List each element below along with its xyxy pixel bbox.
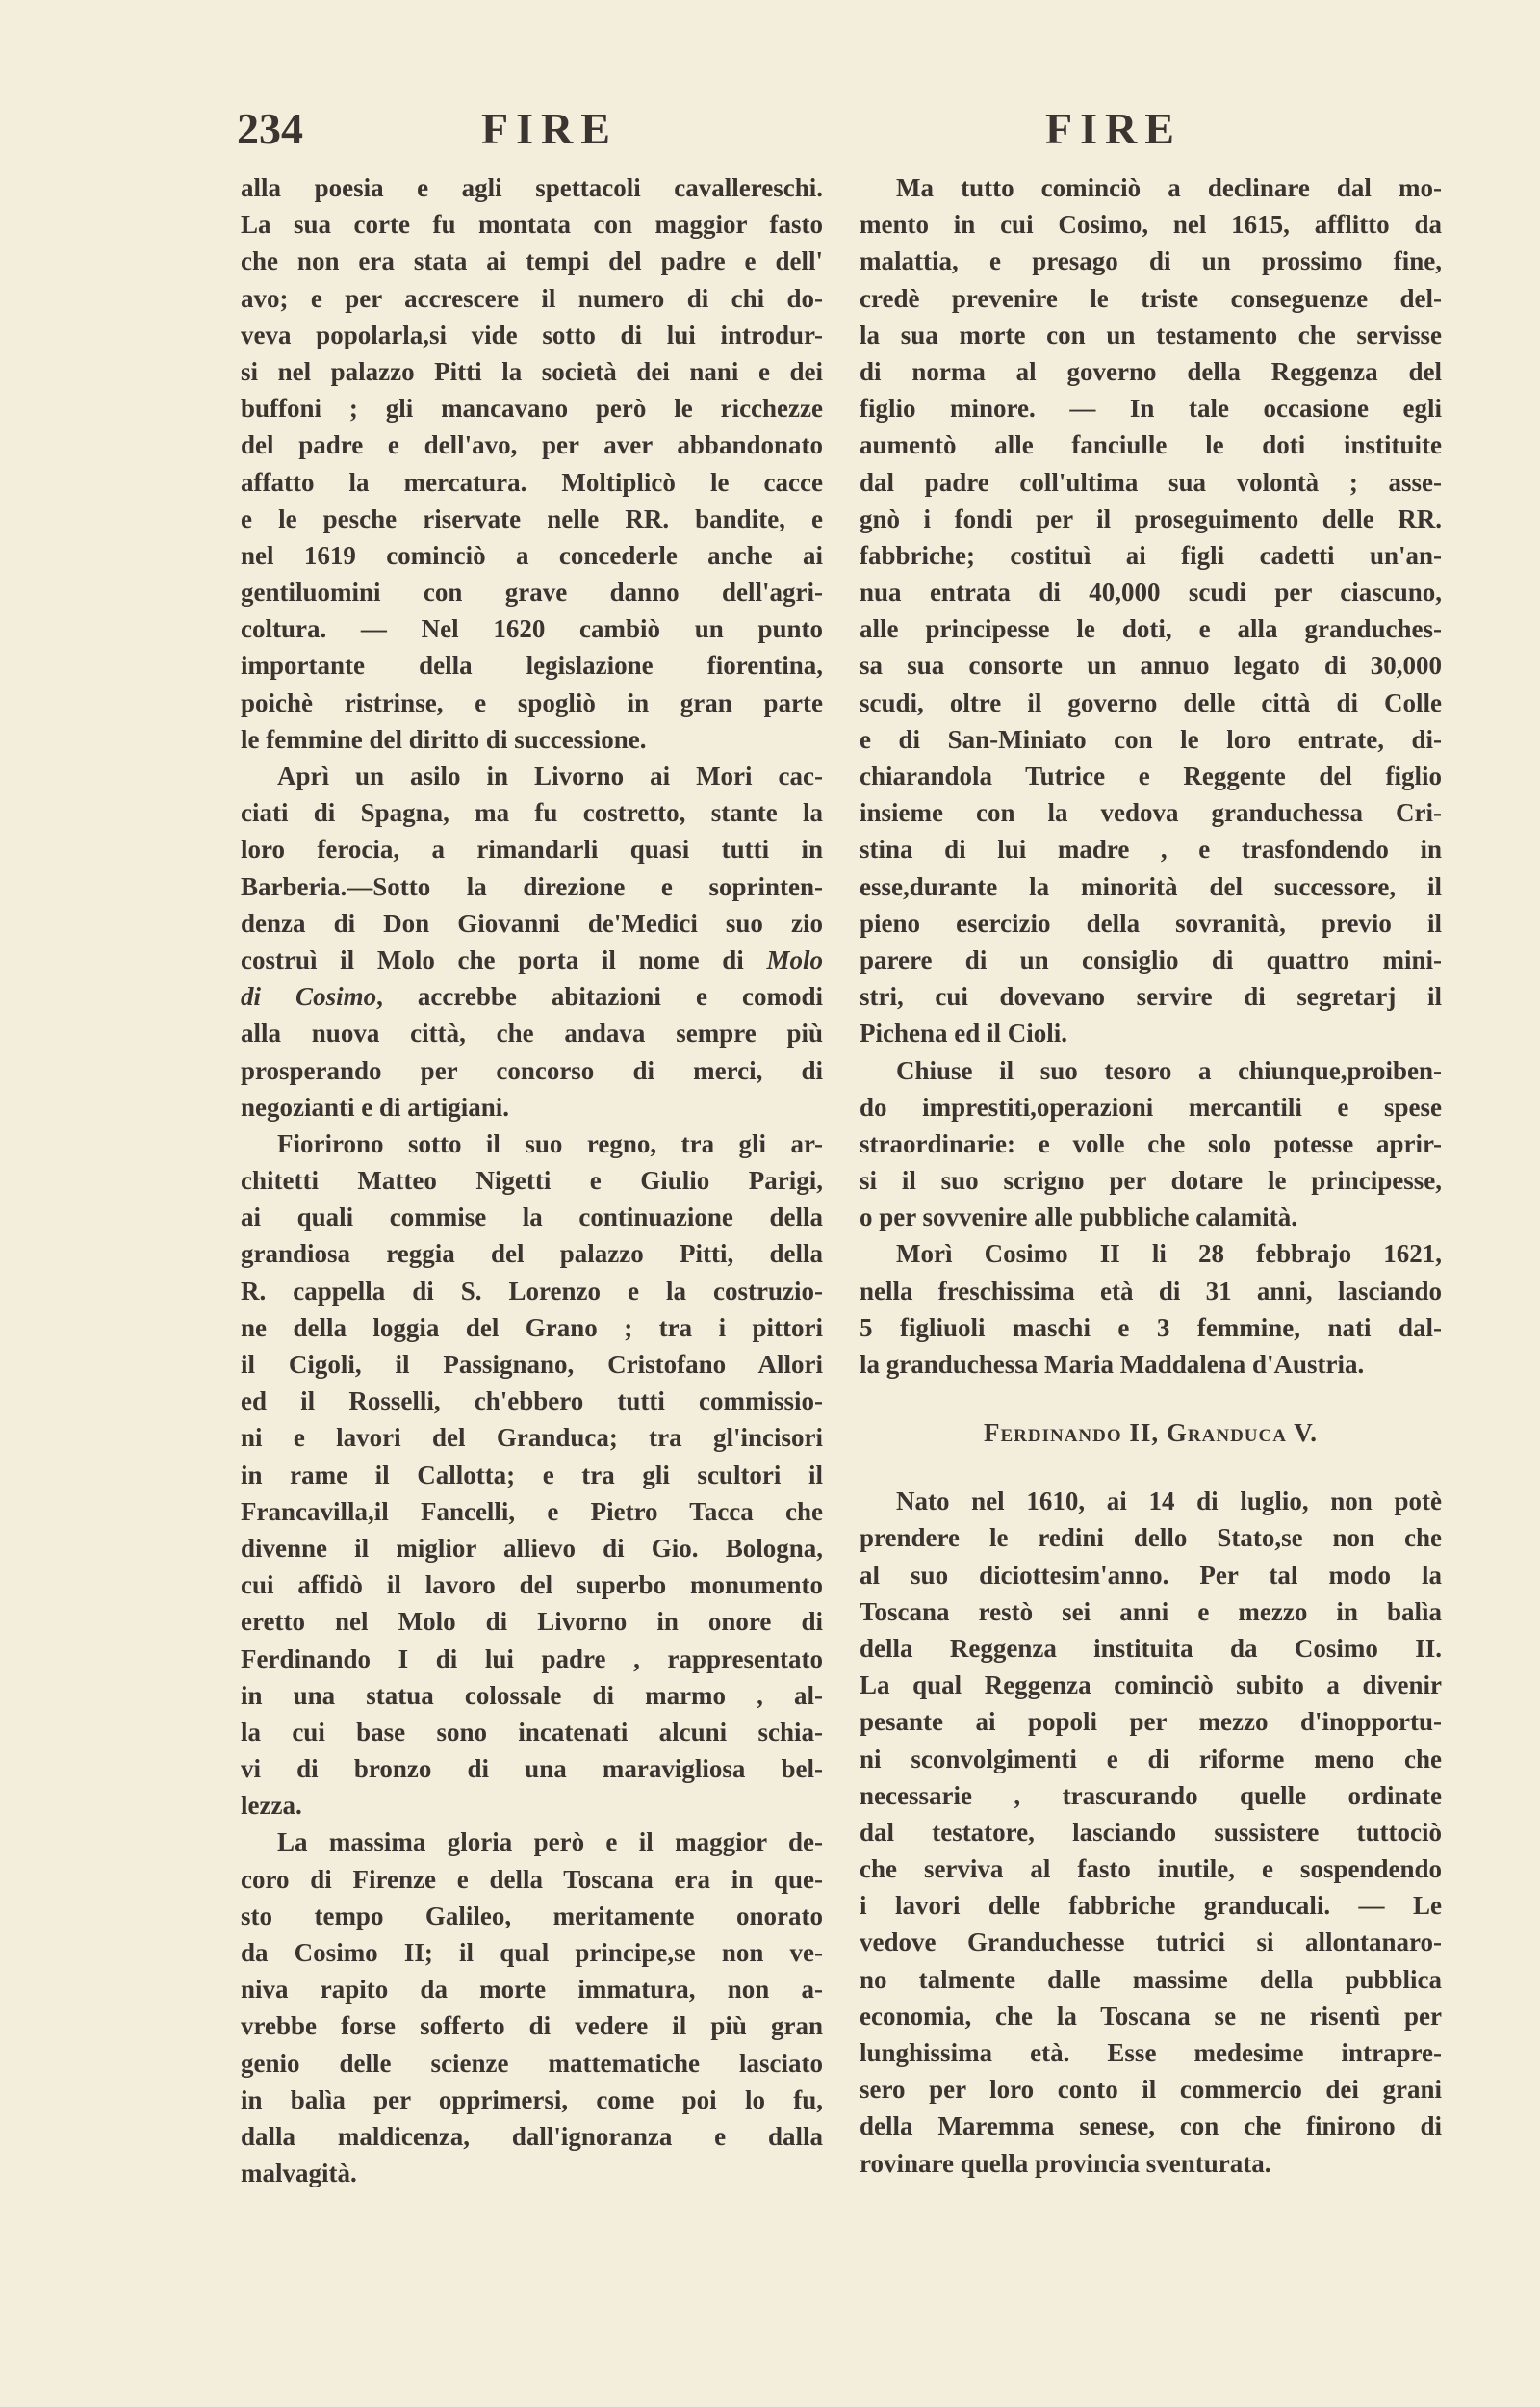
text-line: vedove Granduchesse tutrici si allontanaro- xyxy=(860,1928,1442,1957)
paragraph xyxy=(241,1126,823,1825)
text-line: chitetti Matteo Nigetti e Giulio Parigi, xyxy=(241,1166,823,1196)
page-number: 234 xyxy=(237,104,303,153)
text-line: La qual Reggenza cominciò subito a divenir xyxy=(860,1670,1442,1700)
text-line: credè prevenire le triste conseguenze del- xyxy=(860,283,1442,313)
text-line: dal padre coll'ultima sua volontà ; asse- xyxy=(860,467,1442,497)
text-line: pieno esercizio della sovranità, previo il xyxy=(860,908,1442,938)
paragraph xyxy=(860,1483,1442,2182)
text-line: al suo diciottesim'anno. Per tal modo la xyxy=(860,1560,1442,1590)
text-line: ni sconvolgimenti e di riforme meno che xyxy=(860,1744,1442,1773)
text-line: figlio minore. — In tale occasione egli xyxy=(860,394,1442,424)
text-line: affatto la mercatura. Moltiplicò le cacce xyxy=(241,467,823,497)
text-line: buffoni ; gli mancavano però le ricchezze xyxy=(241,394,823,424)
text-line: Fiorirono sotto il suo regno, tra gli ar- xyxy=(277,1128,823,1158)
text-line: avo; e per accrescere il numero di chi do- xyxy=(241,283,823,313)
text-line: coltura. — Nel 1620 cambiò un punto xyxy=(241,614,823,644)
text-line: denza di Don Giovanni de'Medici suo zio xyxy=(241,908,823,938)
text-line: Nato nel 1610, ai 14 di luglio, non potè xyxy=(896,1487,1442,1516)
text-line: cui affidò il lavoro del superbo monumento xyxy=(241,1570,823,1600)
section-heading-text: Ferdinando II, Granduca V. xyxy=(983,1418,1318,1448)
text-line: il Cigoli, il Passignano, Cristofano Allori xyxy=(241,1350,823,1379)
right-column xyxy=(860,169,1442,2182)
text-line: malattia, e presago di un prossimo fine, xyxy=(860,246,1442,276)
text-line: chiarandola Tutrice e Reggente del figlio xyxy=(860,762,1442,790)
paragraph xyxy=(860,1052,1442,1236)
text-line: Morì Cosimo II li 28 febbrajo 1621, xyxy=(896,1239,1442,1269)
text-line: i lavori delle fabbriche granducali. — Le xyxy=(860,1891,1442,1921)
text-line: fabbriche; costituì ai figli cadetti un'an- xyxy=(860,540,1442,570)
text-line: alla poesia e agli spettacoli cavallereschi. xyxy=(241,173,823,202)
text-line: importante della legislazione fiorentina, xyxy=(241,651,823,681)
paragraph xyxy=(860,169,1442,1052)
text-line: sero per loro conto il commercio dei grani xyxy=(860,2075,1442,2105)
text-line: La massima gloria però e il maggior de- xyxy=(277,1827,823,1857)
text-line: prosperando per concorso di merci, di xyxy=(241,1055,823,1085)
text-line: La sua corte fu montata con maggior fasto xyxy=(241,210,823,240)
italic-text: di Cosimo xyxy=(241,982,377,1012)
text-line: la granduchessa Maria Maddalena d'Austria. xyxy=(860,1350,1365,1379)
text-line: rovinare quella provincia sventurata. xyxy=(860,2148,1271,2178)
text-line: ne della loggia del Grano ; tra i pittori xyxy=(241,1312,823,1342)
text-line: dal testatore, lasciando sussistere tuttociò xyxy=(860,1817,1442,1847)
text-line: si nel palazzo Pitti la società dei nani e dei xyxy=(241,356,823,386)
text-line: Ma tutto cominciò a declinare dal mo- xyxy=(896,173,1442,202)
text-line: genio delle scienze mattematiche lasciato xyxy=(241,2048,823,2078)
text-line: necessarie , trascurando quelle ordinate xyxy=(860,1780,1442,1810)
running-head-right: FIRE xyxy=(1045,104,1182,153)
text-line: alla nuova città, che andava sempre più xyxy=(241,1019,823,1048)
text-line: aumentò alle fanciulle le doti instituite xyxy=(860,430,1442,460)
text-line: 5 figliuoli maschi e 3 femmine, nati dal- xyxy=(860,1312,1442,1342)
text-line: di norma al governo della Reggenza del xyxy=(860,356,1442,386)
text-line: Ferdinando I di lui padre , rappresentato xyxy=(241,1643,823,1673)
text-line: che non era stata ai tempi del padre e dell' xyxy=(241,246,823,276)
text-line: eretto nel Molo di Livorno in onore di xyxy=(241,1607,823,1637)
text-line: sa sua consorte un annuo legato di 30,000 xyxy=(860,651,1442,681)
text-line: stri, cui dovevano servire di segretarj il xyxy=(860,982,1442,1012)
text-line: costruì il Molo che porta il nome di Molo xyxy=(241,945,823,974)
text-line: gentiluomini con grave danno dell'agri- xyxy=(241,578,823,608)
text-line: pesante ai popoli per mezzo d'inopportu- xyxy=(860,1707,1442,1737)
section-heading xyxy=(860,1383,1442,1483)
text-line: da Cosimo II; il qual principe,se non ve- xyxy=(241,1938,823,1967)
text-line: ni e lavori del Granduca; tra gl'incisori xyxy=(241,1423,823,1453)
paragraph xyxy=(241,1824,823,2191)
text-line: della Maremma senese, con che finirono di xyxy=(860,2111,1442,2141)
text-line: che serviva al fasto inutile, e sospendendo xyxy=(860,1854,1442,1884)
text-line: le femmine del diritto di successione. xyxy=(241,724,647,754)
text-line: insieme con la vedova granduchessa Cri- xyxy=(860,798,1442,828)
text-line: loro ferocia, a rimandarli quasi tutti in xyxy=(241,835,823,865)
text-line: sto tempo Galileo, meritamente onorato xyxy=(241,1901,823,1930)
text-line: mento in cui Cosimo, nel 1615, afflitto da xyxy=(860,210,1442,240)
text-line: in balìa per opprimersi, come poi lo fu, xyxy=(241,2084,823,2114)
text-line: alle principesse le doti, e alla granduches- xyxy=(860,614,1442,644)
text-line: la sua morte con un testamento che servisse xyxy=(860,320,1442,349)
text-line: ai quali commise la continuazione della xyxy=(241,1203,823,1232)
text-line: ciati di Spagna, ma fu costretto, stante la xyxy=(241,798,823,828)
text-line: grandiosa reggia del palazzo Pitti, della xyxy=(241,1239,823,1269)
text-line: Toscana restò sei anni e mezzo in balìa xyxy=(860,1596,1442,1626)
text-line: si il suo scrigno per dotare le principesse, xyxy=(860,1166,1442,1196)
text-line: poichè ristrinse, e spogliò in gran parte xyxy=(241,687,823,717)
text-line: Chiuse il suo tesoro a chiunque,proiben- xyxy=(896,1055,1442,1085)
text-line: scudi, oltre il governo delle città di Colle xyxy=(860,687,1442,717)
text-line: straordinarie: e volle che solo potesse aprir- xyxy=(860,1128,1442,1158)
text-line: o per sovvenire alle pubbliche calamità. xyxy=(860,1203,1297,1232)
text-line: nua entrata di 40,000 scudi per ciascuno, xyxy=(860,578,1442,608)
text-line: negozianti e di artigiani. xyxy=(241,1092,509,1122)
text-line: veva popolarla,si vide sotto di lui introdur- xyxy=(241,320,823,349)
text-line: la cui base sono incatenati alcuni schia- xyxy=(241,1717,823,1747)
text-line: in rame il Callotta; e tra gli scultori il xyxy=(241,1460,823,1489)
text-line: no talmente dalle massime della pubblica xyxy=(860,1964,1442,1994)
text-line: nella freschissima età di 31 anni, lasciando xyxy=(860,1276,1442,1306)
text-line: coro di Firenze e della Toscana era in que- xyxy=(241,1864,823,1894)
text-line: do imprestiti,operazioni mercantili e spese xyxy=(860,1092,1442,1122)
text-line: economia, che la Toscana se ne risentì per xyxy=(860,2001,1442,2031)
text-line: esse,durante la minorità del successore, il xyxy=(860,871,1442,901)
text-line: del padre e dell'avo, per aver abbandonato xyxy=(241,430,823,460)
text-line: gnò i fondi per il proseguimento delle RR. xyxy=(860,504,1442,533)
text-line: e le pesche riservate nelle RR. bandite, e xyxy=(241,504,823,533)
text-line: Francavilla,il Fancelli, e Pietro Tacca che xyxy=(241,1496,823,1526)
paragraph xyxy=(241,758,823,1126)
text-line: nel 1619 cominciò a concederle anche ai xyxy=(241,540,823,570)
text-line: in una statua colossale di marmo , al- xyxy=(241,1680,823,1710)
italic-text: Molo xyxy=(766,945,823,974)
text-line: di Cosimo, accrebbe abitazioni e comodi xyxy=(241,982,823,1012)
text-line: della Reggenza instituita da Cosimo II. xyxy=(860,1633,1442,1663)
text-line: vrebbe forse sofferto di vedere il più gran xyxy=(241,2011,823,2041)
text-line: niva rapito da morte immatura, non a- xyxy=(241,1975,823,2005)
text-line: ed il Rosselli, ch'ebbero tutti commissio- xyxy=(241,1386,823,1416)
text-line: lunghissima età. Esse medesime intrapre- xyxy=(860,2038,1442,2067)
text-line: e di San-Miniato con le loro entrate, di- xyxy=(860,724,1442,754)
paragraph xyxy=(241,169,823,758)
text-line: lezza. xyxy=(241,1791,302,1821)
paragraph xyxy=(860,1235,1442,1383)
left-column xyxy=(241,169,823,2191)
text-line: divenne il miglior allievo di Gio. Bologna, xyxy=(241,1533,823,1563)
text-line: Barberia.—Sotto la direzione e soprinten- xyxy=(241,871,823,901)
text-line: vi di bronzo di una maravigliosa bel- xyxy=(241,1754,823,1784)
text-line: Aprì un asilo in Livorno ai Mori cac- xyxy=(277,762,823,790)
text-line: R. cappella di S. Lorenzo e la costruzio- xyxy=(241,1276,823,1306)
running-head-left: FIRE xyxy=(481,104,618,153)
text-line: dalla maldicenza, dall'ignoranza e dalla xyxy=(241,2121,823,2151)
text-line: malvagità. xyxy=(241,2159,357,2188)
text-line: Pichena ed il Cioli. xyxy=(860,1019,1067,1048)
text-line: prendere le redini dello Stato,se non che xyxy=(860,1523,1442,1553)
text-line: parere di un consiglio di quattro mini- xyxy=(860,945,1442,974)
text-line: stina di lui madre , e trasfondendo in xyxy=(860,835,1442,865)
